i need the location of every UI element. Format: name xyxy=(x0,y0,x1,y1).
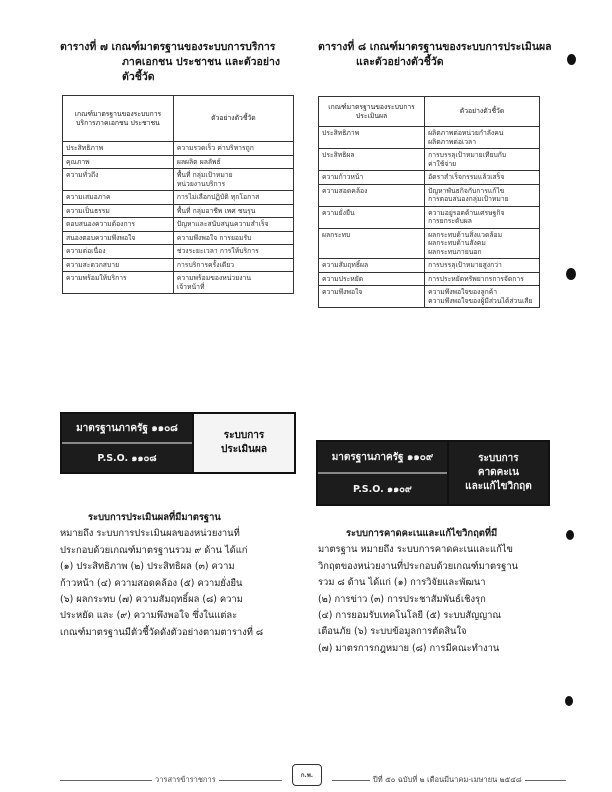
table8-header-row xyxy=(319,97,540,127)
table8-header-criteria: เกณฑ์มาตรฐานของระบบการประเมินผล xyxy=(319,97,425,127)
table7-indicator-cell xyxy=(173,169,293,191)
table7-row xyxy=(63,231,294,245)
banner-1109-system-line3: และแก้ไขวิกฤต xyxy=(465,481,532,492)
banner-1109-system-line1: ระบบการ xyxy=(478,453,519,464)
binding-hole-mark-bottom xyxy=(565,696,573,706)
paragraph-line: (๑) ประสิทธิภาพ (๒) ประสิทธิผล (๓) ความ xyxy=(60,561,235,573)
paragraph-line: ก้าวหน้า (๔) ความสอดคล้อง (๕) ความยั่งยืน xyxy=(60,577,243,589)
table7-indicator-cell xyxy=(173,258,293,272)
table7-criterion-cell: ความพร้อมให้บริการ xyxy=(63,272,174,294)
table7-indicator-line: เจ้าหน้าที่ xyxy=(176,282,205,291)
table8-row xyxy=(319,286,540,308)
footer-journal-name: วารสารข้าราชการ xyxy=(152,774,219,786)
table7-row xyxy=(63,191,294,205)
table7-indicator-line: หน่วยงานบริการ xyxy=(176,179,226,188)
table8 xyxy=(318,96,540,308)
table7-header-criteria: เกณฑ์มาตรฐานของระบบการบริการภาคเอกชน ประชาชน xyxy=(63,96,174,142)
standard-banner-1109 xyxy=(316,440,550,506)
table7-indicator-cell xyxy=(173,155,293,169)
table7-criterion-cell: ความเสมอภาค xyxy=(63,191,174,205)
table8-row xyxy=(319,127,540,149)
table7-indicator-cell xyxy=(173,245,293,259)
table7-title-line2: ภาคเอกชน ประชาชน และตัวอย่าง xyxy=(122,56,281,68)
table7-indicator-line: ช่วงระยะเวลา การให้บริการ xyxy=(176,247,259,255)
table8-indicator-line: อัตราสำเร็จกรรมแล้วเสร็จ xyxy=(428,173,505,181)
table8-row xyxy=(319,228,540,259)
paragraph-line: ระบบการประเมินผลที่มีมาตรฐาน xyxy=(88,512,221,523)
table8-indicator-line: ผลิตภาพต่อหน่วยกำลังคน xyxy=(428,129,504,137)
banner-1109-standard-th: มาตรฐานภาครัฐ ๑๑๐๙ xyxy=(318,442,447,474)
table8-indicator-line: ค่าใช้จ่าย xyxy=(428,159,457,168)
table7-indicator-cell xyxy=(173,204,293,218)
paragraph-line: ประหยัด และ (๙) ความพึงพอใจ ซึ่งในแต่ละ xyxy=(60,610,238,622)
table7-criterion-cell: สนองตอบความพึงพอใจ xyxy=(63,231,174,245)
paragraph-line: (๖) ผลกระทบ (๗) ความสัมฤทธิ์ผล (๘) ความ xyxy=(60,594,243,606)
table7-block xyxy=(60,40,310,294)
table7-title-line3: ตัวชี้วัด xyxy=(122,71,155,83)
banner-1108-system-line1: ระบบการ xyxy=(223,430,265,441)
paragraph-line: ประกอบด้วยเกณฑ์มาตรฐานรวม ๙ ด้าน ได้แก่ xyxy=(60,544,248,556)
banner-1108-system xyxy=(194,414,294,472)
table7-indicator-cell xyxy=(173,142,293,156)
table8-indicator-cell xyxy=(425,149,540,171)
table8-indicator-cell xyxy=(425,286,540,308)
table7-indicator-line: การบริการครั้งเดียว xyxy=(176,260,235,269)
table8-criterion-cell: ความก้าวหน้า xyxy=(319,171,425,185)
table7-indicator-cell xyxy=(173,231,293,245)
table8-indicator-line: ความพึงพอใจของผู้มีส่วนได้ส่วนเสีย xyxy=(428,296,533,305)
table7-row xyxy=(63,245,294,259)
banner-1108-standard-en: P.S.O. ๑๑๐๘ xyxy=(97,452,157,464)
table7-row xyxy=(63,204,294,218)
table8-indicator-cell xyxy=(425,127,540,149)
table8-indicator-line: การบรรลุเป้าหมายสูงกว่า xyxy=(428,261,502,269)
table8-criterion-cell: ความสัมฤทธิ์ผล xyxy=(319,259,425,273)
standard-banner-1108 xyxy=(60,412,296,474)
paragraph-line: เตือนภัย (๖) ระบบข้อมูลการตัดสินใจ xyxy=(318,626,467,638)
paragraph-line: (๔) การยอมรับเทคโนโลยี (๕) ระบบสัญญาณ xyxy=(318,610,502,622)
table7-indicator-cell xyxy=(173,272,293,294)
table8-row xyxy=(319,171,540,185)
banner-1108-system-line2: ประเมินผล xyxy=(221,444,267,455)
table8-indicator-cell xyxy=(425,259,540,273)
table8-row xyxy=(319,259,540,273)
banner-1109-standard-en: P.S.O. ๑๑๐๙ xyxy=(352,483,412,495)
paragraph-line: ระบบการคาดคะเนและแก้ไขวิกฤตที่มี xyxy=(346,528,498,539)
paragraph-evaluation xyxy=(60,510,308,641)
table7-row xyxy=(63,155,294,169)
banner-1109-standard xyxy=(318,442,449,504)
paragraph-line: รวม ๘ ด้าน ได้แก่ (๑) การวิจัยและพัฒนา xyxy=(318,577,486,589)
table8-indicator-line: ผลกระทบภายนอก xyxy=(428,247,482,256)
table8-criterion-cell: ความประหยัด xyxy=(319,272,425,286)
table7-indicator-line: การไม่เลือกปฏิบัติ ทุกโอกาส xyxy=(176,193,260,201)
table8-row xyxy=(319,149,540,171)
table7-row xyxy=(63,258,294,272)
table7-criterion-cell: ความสะดวกสบาย xyxy=(63,258,174,272)
banner-1108-standard xyxy=(62,414,194,472)
table8-title-line1: ตารางที่ ๘ เกณฑ์มาตรฐานของระบบการประเมินผล xyxy=(318,41,552,53)
table7-criterion-cell: คุณภาพ xyxy=(63,155,174,169)
table7-criterion-cell: ตอบสนองความต้องการ xyxy=(63,218,174,232)
table8-criterion-cell: ความยั่งยืน xyxy=(319,206,425,228)
banner-1109-system xyxy=(449,442,548,504)
table8-title-line2: และตัวอย่างตัวชี้วัด xyxy=(356,56,444,68)
table7-criterion-cell: ประสิทธิภาพ xyxy=(63,142,174,156)
table8-indicator-line: ผลิตภาพต่อเวลา xyxy=(428,137,477,146)
table8-indicator-line: การยกระดับผล xyxy=(428,217,472,225)
table7-indicator-line: ปัญหาและสนับสนุนความสำเร็จ xyxy=(176,220,269,228)
table8-indicator-line: ปัญหาพันธกิจกับการแก้ไข xyxy=(428,186,505,195)
banner-1109-system-line2: คาดคะเน xyxy=(477,467,519,478)
table7-indicator-line: ความพึงพอใจ การยอมรับ xyxy=(176,233,252,242)
banner-1108-standard-th: มาตรฐานภาครัฐ ๑๑๐๘ xyxy=(62,414,192,444)
table8-criterion-cell: ความสอดคล้อง xyxy=(319,184,425,206)
binding-hole-mark-top xyxy=(567,54,576,65)
table7-indicator-line: พื้นที่ กลุ่มอาชีพ เพศ ชนรุน xyxy=(176,206,256,215)
table8-row xyxy=(319,184,540,206)
table7-row xyxy=(63,169,294,191)
table8-header-indicators: ตัวอย่างตัวชี้วัด xyxy=(425,97,540,127)
table8-row xyxy=(319,272,540,286)
table8-indicator-cell xyxy=(425,206,540,228)
table8-indicator-cell xyxy=(425,171,540,185)
table8-indicator-line: ผลกระทบด้านสิ่งแวดล้อม xyxy=(428,230,503,239)
table7-indicator-cell xyxy=(173,191,293,205)
table7-title xyxy=(60,40,310,85)
table8-indicator-line: ความอยู่รอดด้านเศรษฐกิจ xyxy=(428,208,505,217)
paragraph-line: หมายถึง ระบบการประเมินผลของหน่วยงานที่ xyxy=(60,528,240,540)
table7-indicator-line: ผลผลิต ผลลัพธ์ xyxy=(176,157,221,166)
table8-criterion-cell: ผลกระทบ xyxy=(319,228,425,259)
page-footer xyxy=(60,774,566,788)
table7-header-indicators: ตัวอย่างตัวชี้วัด xyxy=(173,96,293,142)
footer-issue-info: ปีที่ ๕๐ ฉบับที่ ๒ เดือนมีนาคม-เมษายน ๒๕๔๘ xyxy=(370,774,525,786)
table7-criterion-cell: ความทั่วถึง xyxy=(63,169,174,191)
table7-row xyxy=(63,218,294,232)
table7-row xyxy=(63,272,294,294)
table7-criterion-cell: ความต่อเนื่อง xyxy=(63,245,174,259)
table7-title-line1: ตารางที่ ๗ เกณฑ์มาตรฐานของระบบการบริการ xyxy=(60,41,276,53)
table8-criterion-cell: ประสิทธิภาพ xyxy=(319,127,425,149)
table8-criterion-cell: ความพึงพอใจ xyxy=(319,286,425,308)
table7-indicator-line: ความพร้อมของหน่วยงาน xyxy=(176,274,251,282)
table8-title xyxy=(318,40,562,70)
table7-criterion-cell: ความเป็นธรรม xyxy=(63,204,174,218)
table7-indicator-line: ความรวดเร็ว ค่าบริหารถูก xyxy=(176,144,254,152)
paragraph-line: เกณฑ์มาตรฐานมีตัวชี้วัดดังตัวอย่างตามตารางที่ ๘ xyxy=(60,626,264,638)
table8-block xyxy=(318,40,562,308)
table8-indicator-line: การบรรลุเป้าหมายเทียบกับ xyxy=(428,151,507,159)
table7 xyxy=(62,95,294,294)
table8-row xyxy=(319,206,540,228)
paragraph-line: วิกฤตของหน่วยงานที่ประกอบด้วยเกณฑ์มาตรฐาน xyxy=(318,560,518,572)
table8-indicator-line: การประหยัดทรัพยากรการจัดการ xyxy=(428,274,524,283)
table7-header-row xyxy=(63,96,294,142)
paragraph-crisis xyxy=(318,526,564,657)
table8-indicator-line: ความพึงพอใจของลูกค้า xyxy=(428,288,498,296)
table8-indicator-line: ผลกระทบด้านสังคม xyxy=(428,239,486,247)
table8-indicator-cell xyxy=(425,228,540,259)
binding-hole-mark-lower xyxy=(566,530,574,540)
binding-hole-mark-middle xyxy=(566,268,576,280)
ocsc-logo: ก.พ. xyxy=(292,764,322,786)
table7-indicator-line: พื้นที่ กลุ่มเป้าหมาย xyxy=(176,171,233,179)
paragraph-line: มาตรฐาน หมายถึง ระบบการคาดคะเนและแก้ไข xyxy=(318,544,513,556)
paragraph-line: (๗) มาตรการกฎหมาย (๘) การมีคณะทำงาน xyxy=(318,642,500,654)
table8-indicator-cell xyxy=(425,184,540,206)
table8-indicator-line: การตอบสนองกลุ่มเป้าหมาย xyxy=(428,195,509,203)
table7-indicator-cell xyxy=(173,218,293,232)
table8-criterion-cell: ประสิทธิผล xyxy=(319,149,425,171)
table7-row xyxy=(63,142,294,156)
paragraph-line: (๒) การข่าว (๓) การประชาสัมพันธ์เชิงรุก xyxy=(318,593,486,605)
table8-indicator-cell xyxy=(425,272,540,286)
